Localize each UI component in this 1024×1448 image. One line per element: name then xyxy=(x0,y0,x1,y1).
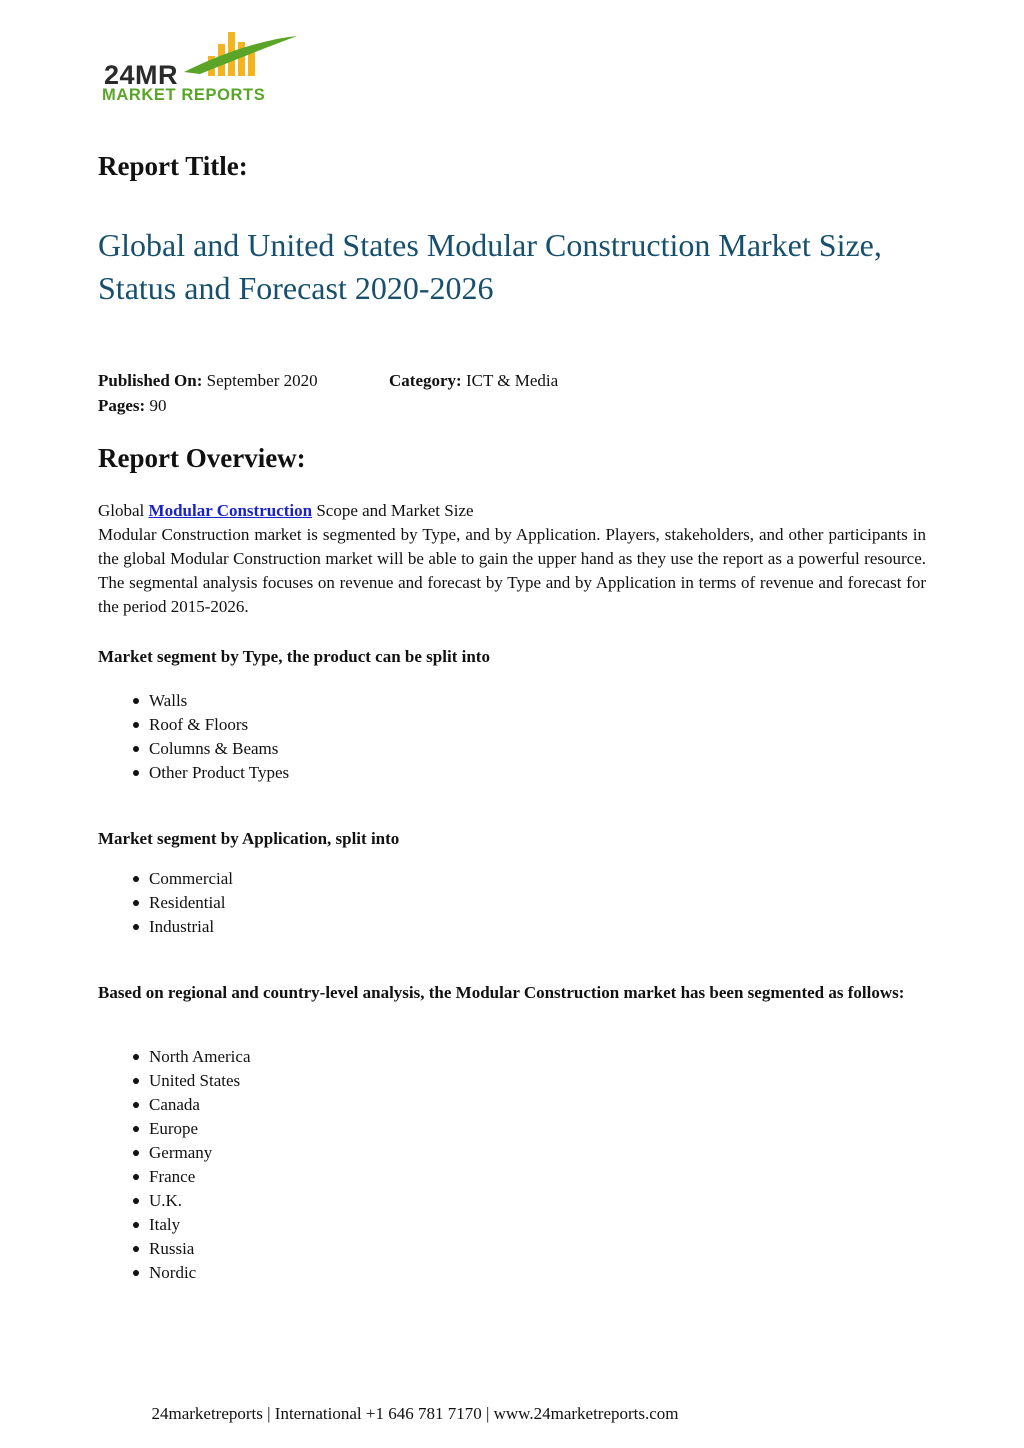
overview-intro-after: Scope and Market Size xyxy=(312,501,474,520)
region-segment-heading: Based on regional and country-level analysis, the Modular Construction market has been segmented as follows: xyxy=(98,983,905,1002)
list-item: Roof & Floors xyxy=(149,713,289,737)
published-on xyxy=(98,371,318,391)
type-segment-heading: Market segment by Type, the product can be split into xyxy=(98,647,490,666)
list-item: Walls xyxy=(149,689,289,713)
overview-intro-before: Global xyxy=(98,501,149,520)
list-item: Canada xyxy=(149,1093,251,1117)
pages xyxy=(98,396,166,416)
page-footer: 24marketreports | International +1 646 781 7170 | www.24marketreports.com xyxy=(151,1404,679,1423)
report-overview-heading: Report Overview: xyxy=(98,443,306,473)
overview-intro xyxy=(98,499,926,523)
list-item: United States xyxy=(149,1069,251,1093)
report-title: Global and United States Modular Construction Market Size, Status and Forecast 2020-2026 xyxy=(98,227,882,306)
published-value: September 2020 xyxy=(206,371,318,390)
category xyxy=(389,371,558,391)
list-item: Nordic xyxy=(149,1261,251,1285)
pages-label: Pages: xyxy=(98,396,146,415)
application-segment-list xyxy=(98,867,233,939)
list-item: Columns & Beams xyxy=(149,737,289,761)
list-item: North America xyxy=(149,1045,251,1069)
list-item: Italy xyxy=(149,1213,251,1237)
region-segment-list xyxy=(98,1045,251,1285)
published-label: Published On: xyxy=(98,371,203,390)
modular-construction-link[interactable]: Modular Construction xyxy=(148,501,313,520)
list-item: U.K. xyxy=(149,1189,251,1213)
brand-logo xyxy=(100,28,306,110)
overview-paragraph: Modular Construction market is segmented by Type, and by Application. Players, stakeholders, and other participants in the global Modular Construction market will be able to gain the upper hand as they use the report as a powerful resource. The segmental analysis focuses on revenue and forecast by Type and by Application in terms of revenue and forecast for the period 2015-2026. xyxy=(98,525,926,616)
list-item: Commercial xyxy=(149,867,233,891)
list-item: Other Product Types xyxy=(149,761,289,785)
list-item: Russia xyxy=(149,1237,251,1261)
type-segment-list xyxy=(98,689,289,785)
category-value: ICT & Media xyxy=(465,371,559,390)
list-item: Germany xyxy=(149,1141,251,1165)
list-item: France xyxy=(149,1165,251,1189)
report-title-heading: Report Title: xyxy=(98,151,248,181)
category-label: Category: xyxy=(389,371,462,390)
list-item: Industrial xyxy=(149,915,233,939)
list-item: Europe xyxy=(149,1117,251,1141)
list-item: Residential xyxy=(149,891,233,915)
logo-text-primary: 24MR xyxy=(104,60,179,90)
application-segment-heading: Market segment by Application, split into xyxy=(98,829,400,848)
pages-value: 90 xyxy=(149,396,167,415)
logo-text-secondary: MARKET REPORTS xyxy=(102,86,266,104)
